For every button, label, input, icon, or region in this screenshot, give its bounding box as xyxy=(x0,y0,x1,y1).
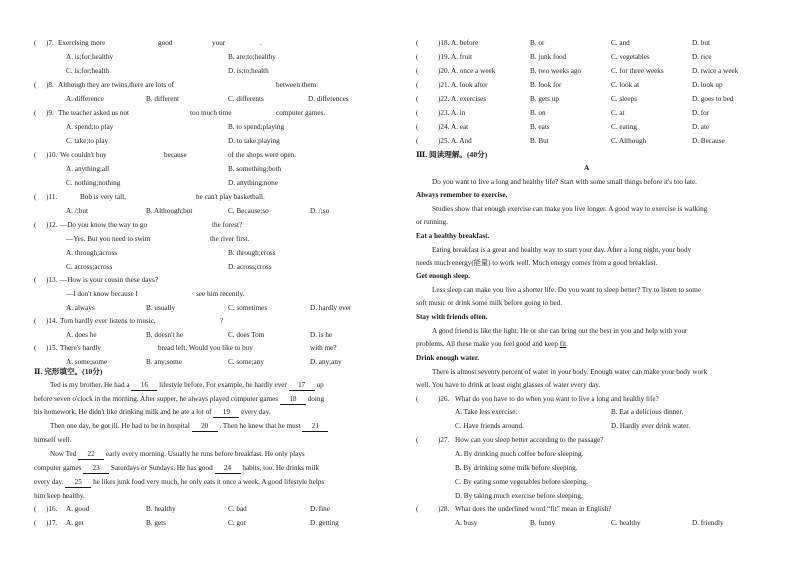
q7-word-2: your xyxy=(212,39,226,47)
cloze-p3-line3 xyxy=(34,479,324,488)
q21-number: )21. xyxy=(438,81,450,89)
q11-number: )11. xyxy=(46,193,58,201)
cloze-text: computer games xyxy=(34,464,82,472)
q18-option-c: C. and xyxy=(611,39,630,47)
q23-option-a: A. in xyxy=(451,109,466,117)
q20-option-d: D. twice a week xyxy=(692,67,739,75)
reading-intro: Do you want to live a long and healthy life? Start with some small things before it's too late. xyxy=(432,178,697,186)
q15-option-b: B. any;some xyxy=(146,358,182,366)
q12-option-b: B. through;cross xyxy=(228,249,276,257)
q17-paren: ( xyxy=(34,519,37,527)
reading-h2-line1: Eating breakfast is a great and healthy way to start your day. After a long night, your body xyxy=(432,246,692,254)
q24-paren: ( xyxy=(416,123,419,131)
q12-option-a: A. through;across xyxy=(66,249,118,257)
q26-option-a: A. Take less exercise. xyxy=(455,408,518,416)
q13-option-a: A. always xyxy=(66,304,95,312)
cloze-text: doing xyxy=(307,395,325,403)
q9-option-b: B. to spend;playing xyxy=(228,123,285,131)
q15-option-c: C. some;any xyxy=(228,358,264,366)
q10-number: )10. xyxy=(46,151,58,159)
q16-number: )16. xyxy=(46,505,58,513)
q11-stem: Bob is very tall, xyxy=(80,193,126,201)
q16-option-a: A. good xyxy=(66,505,90,513)
q13-option-b: B. usually xyxy=(146,304,176,312)
q7-option-b: B. are;to;healthy xyxy=(228,53,276,61)
q9-option-d: D. to take;playing xyxy=(228,137,280,145)
q12-stem: —Do you know the way to go xyxy=(60,221,148,229)
reading-heading-4: Stay with friends often. xyxy=(416,313,488,321)
q13-option-c: C. sometimes xyxy=(228,304,268,312)
cloze-text: habits, too. He drinks milk xyxy=(242,464,319,472)
q19-option-a: A. fruit xyxy=(451,53,473,61)
q10-word-2: of the shops were open. xyxy=(228,151,297,159)
reading-h3-line1: Less sleep can make you live a shorter life. Do you want to sleep better? Try to listen to some xyxy=(432,286,702,294)
underlined-word-fit: fit xyxy=(559,340,567,348)
blank-18: 18 xyxy=(280,396,306,405)
reading-h5-line2: well. You have to drink at least eight glasses of water every day. xyxy=(416,381,601,389)
blank-21: 21 xyxy=(302,423,328,432)
q27-number: )27. xyxy=(438,436,450,444)
q25-option-d: D. Because xyxy=(692,137,725,145)
q7-option-c: C. is;for;health xyxy=(66,67,110,75)
q15-word-2: with me? xyxy=(310,344,337,352)
right-column xyxy=(397,0,794,561)
q15-number: )15. xyxy=(46,344,58,352)
q13-stem: —How is your cousin these days? xyxy=(60,276,159,284)
q16-option-d: D. fine xyxy=(310,505,330,513)
q20-option-a: A. once a week xyxy=(451,67,496,75)
reading-text: problems. All these make you feel good and keep xyxy=(416,340,558,348)
q24-option-d: D. ate xyxy=(692,123,710,131)
q7-stem: Exercising more xyxy=(58,39,106,47)
q28-stem: What does the underlined word “fit” mean in English? xyxy=(455,505,612,513)
q9-stem: The teacher asked us not xyxy=(58,109,130,117)
reading-h3-line2: soft music or drink some milk before going to bed. xyxy=(416,299,563,307)
q15-stem: There's hardly xyxy=(60,344,102,352)
q8-paren: ( xyxy=(34,81,37,89)
q16-option-b: B. healthy xyxy=(146,505,176,513)
cloze-text: up xyxy=(316,381,324,389)
q10-stem: We couldn't buy xyxy=(60,151,107,159)
q8-tail: between them. xyxy=(276,81,318,89)
q11-tail: he can't play basketball. xyxy=(196,193,265,201)
q11-option-d: D. /;so xyxy=(310,207,330,215)
reading-h2-line2: needs much energy(能量) to work well. Much energy comes from a good breakfast. xyxy=(416,259,658,267)
q26-number: )26. xyxy=(438,395,450,403)
q7-paren: ( xyxy=(34,39,37,47)
q9-option-a: A. spend;to play xyxy=(66,123,114,131)
q21-option-a: A. look after xyxy=(451,81,488,89)
q17-option-a: A. get xyxy=(66,519,84,527)
q25-option-c: C. Although xyxy=(611,137,647,145)
reading-text: . xyxy=(566,340,568,348)
q24-option-b: B. eats xyxy=(530,123,550,131)
q18-option-d: D. but xyxy=(692,39,710,47)
q11-paren: ( xyxy=(34,193,37,201)
q14-tail: ? xyxy=(220,317,224,325)
q7-word-3: . xyxy=(260,39,262,47)
q28-number: )28. xyxy=(438,505,450,513)
q11-option-a: A. /;but xyxy=(66,207,88,215)
q15-word-1: bread left. Would you like to buy xyxy=(158,344,253,352)
q28-option-d: D. friendly xyxy=(692,519,724,527)
q9-word-1: too much time xyxy=(190,109,232,117)
cloze-text: his homework. He didn't like drinking milk and he ate a lot of xyxy=(34,408,212,416)
blank-20: 20 xyxy=(192,423,218,432)
q26-paren: ( xyxy=(416,395,419,403)
q18-option-a: A. before xyxy=(451,39,479,47)
q19-option-d: D. rice xyxy=(692,53,712,61)
cloze-p3-line4: him keep healthy. xyxy=(34,492,85,500)
q10-option-a: A. anything;all xyxy=(66,165,110,173)
q13-number: )13. xyxy=(46,276,58,284)
q7-option-a: A. is;for;healthy xyxy=(66,53,114,61)
q23-option-b: B. on xyxy=(530,109,546,117)
cloze-text: early every morning. Usually he runs before breakfast. He only plays xyxy=(105,450,305,458)
q26-option-b: B. Eat a delicious dinner. xyxy=(611,408,684,416)
q11-option-c: C. Because;so xyxy=(228,207,269,215)
q12-option-c: C. across;across xyxy=(66,263,113,271)
q15-option-a: A. some;some xyxy=(66,358,108,366)
q27-stem: How can you sleep better according to the passage? xyxy=(455,436,604,444)
q8-option-d: D. differences xyxy=(308,95,349,103)
q15-paren: ( xyxy=(34,344,37,352)
q19-option-b: B. junk food xyxy=(530,53,567,61)
q21-option-c: C. look at xyxy=(611,81,640,89)
q14-number: )14. xyxy=(46,317,58,325)
q24-option-a: A. eat xyxy=(451,123,469,131)
cloze-p3-line1 xyxy=(50,451,305,460)
reading-heading-2: Eat a healthy breakfast. xyxy=(416,232,490,240)
cloze-p2-line2: himself well. xyxy=(34,436,72,444)
q14-stem: Tom hardly ever listens to music, xyxy=(60,317,156,325)
cloze-p2-line1 xyxy=(50,423,328,432)
q21-option-b: B. look for xyxy=(530,81,562,89)
q17-option-d: D. getting xyxy=(310,519,339,527)
cloze-text: Ted is my brother. He had a xyxy=(50,381,130,389)
q17-number: )17. xyxy=(46,519,58,527)
cloze-text: every day. xyxy=(34,478,64,486)
q12-option-d: D. across;cross xyxy=(228,263,272,271)
q23-option-d: D. for xyxy=(692,109,710,117)
blank-23: 23 xyxy=(83,465,109,474)
q19-number: )19. xyxy=(438,53,450,61)
cloze-text: Now Ted xyxy=(50,450,77,458)
q26-stem: What do you have to do when you want to live a long and healthy life? xyxy=(455,395,659,403)
q14-option-b: B. doesn't he xyxy=(146,331,184,339)
q26-option-c: C. Have friends around. xyxy=(455,422,524,430)
q20-option-c: C. for three weeks xyxy=(611,67,664,75)
q27-option-c: C. By eating some vegetables before sleeping. xyxy=(455,478,588,486)
reading-h1-line2: or running. xyxy=(416,218,448,226)
q10-word-1: because xyxy=(164,151,187,159)
q11-option-b: B. Although;but xyxy=(146,207,193,215)
q23-number: )23. xyxy=(438,109,450,117)
q12-line2-b: the river first. xyxy=(210,235,250,243)
q9-number: )9. xyxy=(46,109,54,117)
blank-24: 24 xyxy=(215,465,241,474)
reading-h4-line2 xyxy=(416,341,568,348)
q12-number: )12. xyxy=(46,221,58,229)
q16-paren: ( xyxy=(34,505,37,513)
cloze-text: Saturdays or Sundays. He has good xyxy=(110,464,213,472)
cloze-text: . Then he knew that he must xyxy=(219,422,301,430)
q8-option-b: B. different xyxy=(146,95,179,103)
q13-line2-b: see him recently. xyxy=(196,290,245,298)
q27-option-d: D. By taking much exercise before sleeping. xyxy=(455,492,583,500)
q18-option-b: B. or xyxy=(530,39,545,47)
q28-option-c: C. healthy xyxy=(611,519,641,527)
q22-paren: ( xyxy=(416,95,419,103)
q14-option-c: C. does Tom xyxy=(228,331,265,339)
blank-19: 19 xyxy=(213,409,239,418)
q23-paren: ( xyxy=(416,109,419,117)
q8-stem: Although they are twins,there are lots of xyxy=(58,81,174,89)
cloze-text: every day. xyxy=(241,408,271,416)
q25-number: )25. xyxy=(438,137,450,145)
q10-option-c: C. nothing;nothing xyxy=(66,179,121,187)
q14-option-d: D. is he xyxy=(310,331,333,339)
q13-line2-a: —I don't know because I xyxy=(66,290,138,298)
q17-option-c: C. got xyxy=(228,519,246,527)
q25-paren: ( xyxy=(416,137,419,145)
q27-option-b: B. By drinking some milk before sleeping. xyxy=(455,464,578,472)
q13-option-d: D. hardly ever xyxy=(310,304,352,312)
reading-heading-5: Drink enough water. xyxy=(416,354,480,362)
q20-option-b: B. two weeks ago xyxy=(530,67,582,75)
q15-option-d: D. any;any xyxy=(310,358,342,366)
q10-option-d: D. anything;none xyxy=(228,179,278,187)
q18-paren: ( xyxy=(416,39,419,47)
reading-h4-line1: A good friend is like the light. He or she can bring out the best in you and help with your xyxy=(432,327,688,335)
q9-option-c: C. take;to play xyxy=(66,137,109,145)
cloze-text: Then one day, he got ill. He had to be in hospital xyxy=(50,422,190,430)
reading-h1-line1: Studies show that enough exercise can make you live longer. A good way to exercise is walking xyxy=(432,205,708,213)
q10-paren: ( xyxy=(34,151,37,159)
q16-option-c: C. bad xyxy=(228,505,247,513)
q26-option-d: D. Hardly ever drink water. xyxy=(611,422,691,430)
section-2-title: Ⅱ. 完形填空。(10分) xyxy=(34,367,103,376)
q20-number: )20. xyxy=(438,67,450,75)
q22-option-b: B. gets up xyxy=(530,95,559,103)
cloze-p1-line3 xyxy=(34,409,271,418)
q28-option-b: B. funny xyxy=(530,519,556,527)
q7-option-d: D. is;to;health xyxy=(228,67,269,75)
q27-option-a: A. By drinking much coffee before sleeping. xyxy=(455,450,584,458)
q7-word-1: good xyxy=(158,39,173,47)
blank-16: 16 xyxy=(131,382,157,391)
q24-number: )24. xyxy=(438,123,450,131)
q25-option-b: B. But xyxy=(530,137,549,145)
q8-option-a: A. difference xyxy=(66,95,104,103)
q28-option-a: A. busy xyxy=(455,519,478,527)
q18-number: )18. xyxy=(438,39,450,47)
q12-paren: ( xyxy=(34,221,37,229)
cloze-p1-line1 xyxy=(50,382,324,391)
reading-heading-1: Always remember to exercise. xyxy=(416,191,508,199)
reading-h5-line1: There is almost seventy percent of water in your body. Enough water can make your body work xyxy=(432,368,708,376)
q9-word-2: computer games. xyxy=(276,109,326,117)
q28-paren: ( xyxy=(416,505,419,513)
cloze-p3-line2 xyxy=(34,465,319,474)
q7-number: )7. xyxy=(46,39,54,47)
q21-paren: ( xyxy=(416,81,419,89)
cloze-p1-line2 xyxy=(34,396,324,405)
passage-label: A xyxy=(584,164,590,172)
cloze-text: lifestyle before. For example, he hardly ever xyxy=(159,381,287,389)
blank-22: 22 xyxy=(78,451,104,460)
q14-paren: ( xyxy=(34,317,37,325)
q9-paren: ( xyxy=(34,109,37,117)
q19-paren: ( xyxy=(416,53,419,61)
q22-number: )22. xyxy=(438,95,450,103)
q22-option-c: C. sleeps xyxy=(611,95,637,103)
cloze-text: before seven o'clock in the morning. After supper, he always played computer games xyxy=(34,395,279,403)
reading-heading-3: Get enough sleep. xyxy=(416,272,471,280)
q22-option-a: A. exercises xyxy=(451,95,487,103)
q12-tail: the forest? xyxy=(212,221,243,229)
q17-option-b: B. gets xyxy=(146,519,166,527)
q25-option-a: A. And xyxy=(451,137,472,145)
blank-25: 25 xyxy=(65,479,91,488)
q21-option-d: D. look up xyxy=(692,81,723,89)
q8-option-c: C. differents xyxy=(228,95,264,103)
q27-paren: ( xyxy=(416,436,419,444)
q13-paren: ( xyxy=(34,276,37,284)
q14-option-a: A. does he xyxy=(66,331,97,339)
q22-option-d: D. goes to bed xyxy=(692,95,734,103)
q20-paren: ( xyxy=(416,67,419,75)
q23-option-c: C. at xyxy=(611,109,625,117)
q24-option-c: C. eating xyxy=(611,123,637,131)
blank-17: 17 xyxy=(289,382,315,391)
q8-number: )8. xyxy=(46,81,54,89)
cloze-text: he likes junk food very much, he only eats it once a week. A good lifestyle helps xyxy=(93,478,325,486)
q10-option-b: B. something;both xyxy=(228,165,282,173)
q12-line2-a: —Yes. But you need to swim xyxy=(66,235,151,243)
q19-option-c: C. vegetables xyxy=(611,53,650,61)
section-3-title: Ⅲ. 阅读理解。(40分) xyxy=(416,150,488,159)
